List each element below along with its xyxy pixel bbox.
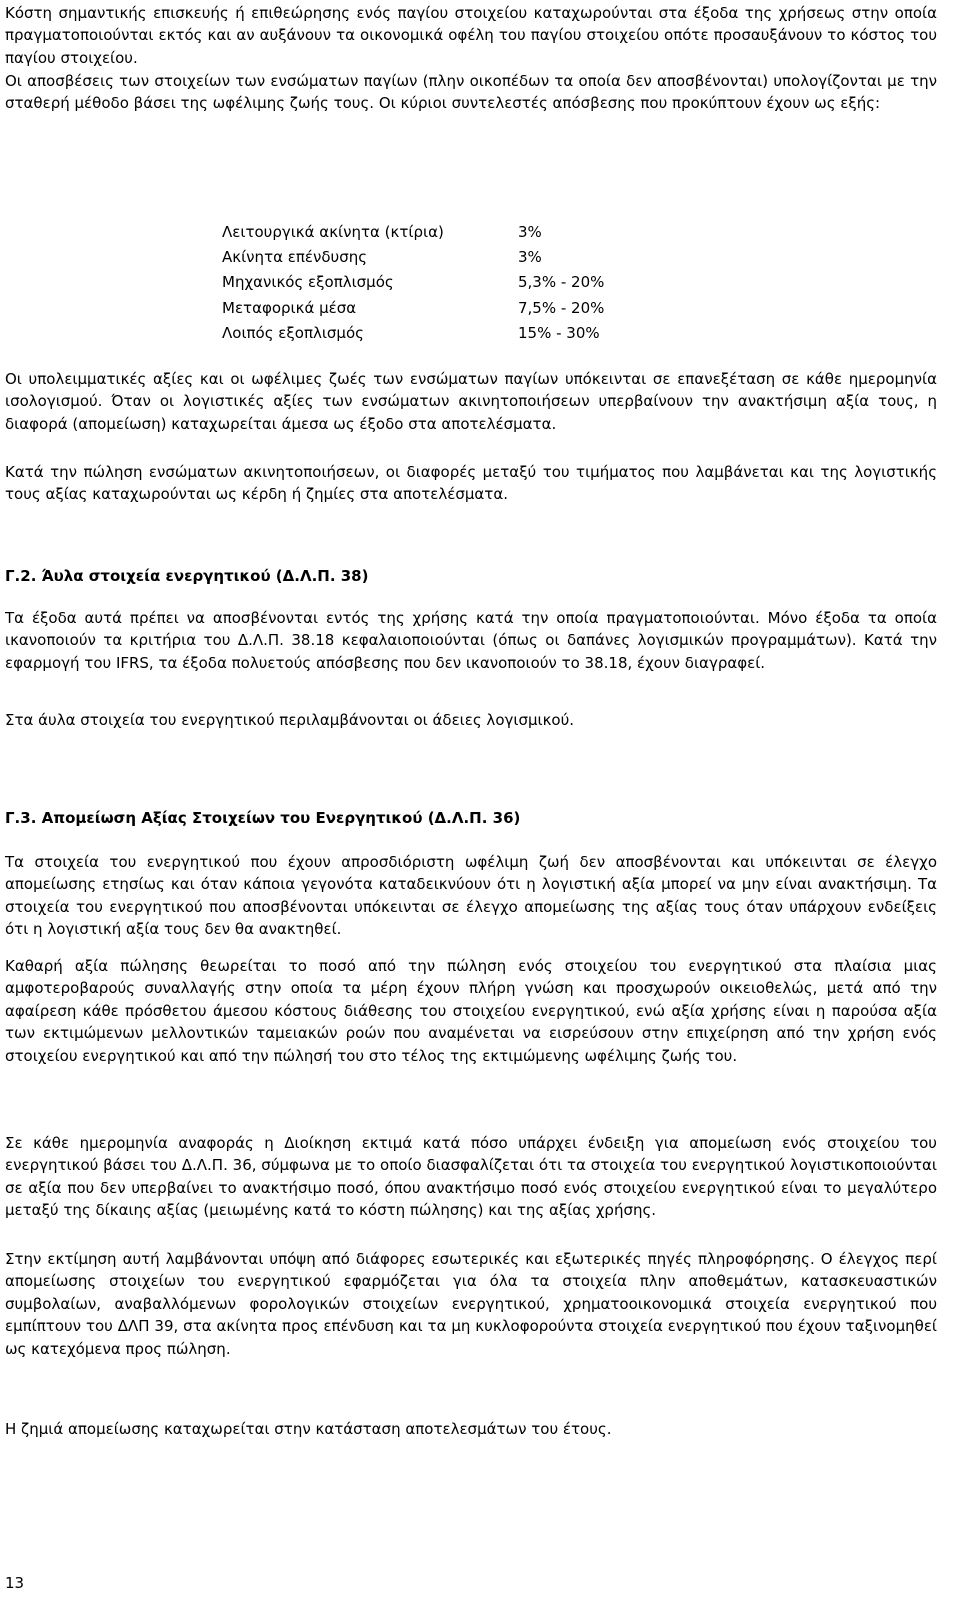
table-row <box>222 270 604 295</box>
asset-rate: 15% - 30% <box>518 324 600 343</box>
asset-name: Λοιπός εξοπλισμός <box>222 324 364 343</box>
paragraph-disposal: Κατά την πώληση ενσώματων ακινητοποιήσεων, οι διαφορές μεταξύ του τιμήματος που λαμβάνεται και της λογιστικής τους αξίας καταχωρούνται ως κέρδη ή ζημίες στα αποτελέσματα. <box>5 463 937 504</box>
asset-name: Μεταφορικά μέσα <box>222 298 357 317</box>
paragraph-net-selling-value: Καθαρή αξία πώλησης θεωρείται το ποσό από την πώληση ενός στοιχείου του ενεργητικού στα πλαίσια μιας αμφοτεροβαρούς συναλλαγής στην οποία τα μέρη έχουν πλήρη γνώση και προσχωρούν οικειοθελώς, μετά από την αφαίρεση κάθε πρόσθετου άμεσου κόστους διάθεσης του στοιχείου ενεργητικού, ενώ αξία χρήσης είναι η παρούσα αξία των εκτιμώμενων μελλοντικών ταμειακών ροών που αναμένεται να εισρεύσουν στην επιχείρηση από την χρήση ενός στοιχείου ενεργητικού και από την πώλησή του στο τέλος της εκτιμώμενης ωφέλιμης ζωής του. <box>5 957 937 1065</box>
asset-name: Ακίνητα επένδυσης <box>222 248 368 267</box>
asset-rate: 3% <box>518 248 542 267</box>
paragraph-software-licenses: Στα άυλα στοιχεία του ενεργητικού περιλαμβάνονται οι άδειες λογισμικού. <box>5 711 575 729</box>
asset-rate: 5,3% - 20% <box>518 273 605 292</box>
section-heading-intangibles: Γ.2. Άυλα στοιχεία ενεργητικού (Δ.Λ.Π. 38) <box>5 567 369 585</box>
paragraph-reporting-date: Σε κάθε ημερομηνία αναφοράς η Διοίκηση εκτιμά κατά πόσο υπάρχει ένδειξη για απομείωση ενός στοιχείου του ενεργητικού βάσει του Δ.Λ.Π. 36, σύμφωνα με το οποίο διασφαλίζεται ότι τα στοιχεία του ενεργητικού λογιστικοποιούνται σε αξία που δεν υπερβαίνει το ανακτήσιμο ποσό, όπου ανακτήσιμο ποσό ενός στοιχείου ενεργητικού είναι το μεγαλύτερο μεταξύ της δίκαιης αξίας (μειωμένης κατά το κόστη πώλησης) και της αξίας χρήσης. <box>5 1134 937 1220</box>
table-row <box>222 295 604 320</box>
paragraph-indefinite-life: Τα στοιχεία του ενεργητικού που έχουν απροσδιόριστη ωφέλιμη ζωή δεν αποσβένονται και υπόκεινται σε έλεγχο απομείωσης ετησίως και όταν κάποια γεγονότα καταδεικνύουν ότι η λογιστική αξία μπορεί να μην είναι ανακτήσιμη. Τα στοιχεία του ενεργητικού που αποσβένονται υπόκεινται σε έλεγχο απομείωσης της αξίας τους όταν υπάρχουν ενδείξεις ότι η λογιστική αξία τους δεν θα ανακτηθεί. <box>5 853 937 939</box>
table-row <box>222 244 604 269</box>
asset-name: Λειτουργικά ακίνητα (κτίρια) <box>222 222 444 241</box>
paragraph-information-sources: Στην εκτίμηση αυτή λαμβάνονται υπόψη από διάφορες εσωτερικές και εξωτερικές πηγές πληροφόρησης. Ο έλεγχος περί απομείωσης στοιχείων του ενεργητικού εφαρμόζεται για όλα τα στοιχεία πλην αποθεμάτων, κατασκευαστικών συμβολαίων, αναβαλλόμενων φορολογικών στοιχείων ενεργητικού, χρηματοοικονομικά στοιχεία ενεργητικού που εμπίπτουν του ΔΛΠ 39, στα ακίνητα προς επένδυση και τα μη κυκλοφορούντα στοιχεία ενεργητικού που έχουν ταξινομηθεί ως κατεχόμενα προς πώληση. <box>5 1250 937 1358</box>
asset-name: Μηχανικός εξοπλισμός <box>222 273 394 292</box>
table-row <box>222 219 604 244</box>
page-number: 13 <box>5 1574 25 1592</box>
asset-rate: 3% <box>518 222 542 241</box>
paragraph-repair-costs: Κόστη σημαντικής επισκευής ή επιθεώρησης ενός παγίου στοιχείου καταχωρούνται στα έξοδα της χρήσεως στην οποία πραγματοποιούνται εκτός και αν αυξάνουν τα οικονομικά οφέλη του παγίου στοιχείου οπότε προσαυξάνουν το κόστος του παγίου στοιχείου. <box>5 4 937 67</box>
paragraph-residual-values: Οι υπολειμματικές αξίες και οι ωφέλιμες ζωές των ενσώματων παγίων υπόκεινται σε επανεξέταση σε κάθε ημερομηνία ισολογισμού. Όταν οι λογιστικές αξίες των ενσώματων ακινητοποιήσεων υπερβαίνουν την ανακτήσιμη αξία τους, η διαφορά (απομείωση) καταχωρείται άμεσα ως έξοδο στα αποτελέσματα. <box>5 370 937 433</box>
depreciation-rates-table <box>222 219 604 346</box>
section-heading-impairment: Γ.3. Απομείωση Αξίας Στοιχείων του Ενεργητικού (Δ.Λ.Π. 36) <box>5 809 521 827</box>
table-row <box>222 321 604 346</box>
paragraph-depreciation-method: Οι αποσβέσεις των στοιχείων των ενσώματων παγίων (πλην οικοπέδων τα οποία δεν αποσβένονται) υπολογίζονται με την σταθερή μέθοδο βάσει της ωφέλιμης ζωής τους. Οι κύριοι συντελεστές απόσβεσης που προκύπτουν έχουν ως εξής: <box>5 72 937 113</box>
paragraph-impairment-loss: Η ζημιά απομείωσης καταχωρείται στην κατάσταση αποτελεσμάτων του έτους. <box>5 1420 612 1438</box>
asset-rate: 7,5% - 20% <box>518 298 605 317</box>
paragraph-intangible-expenses: Τα έξοδα αυτά πρέπει να αποσβένονται εντός της χρήσης κατά την οποία πραγματοποιούνται. Μόνο έξοδα τα οποία ικανοποιούν τα κριτήρια του Δ.Λ.Π. 38.18 κεφαλαιοποιούνται (όπως οι δαπάνες λογισμικών προγραμμάτων). Κατά την εφαρμογή του IFRS, τα έξοδα πολυετούς απόσβεσης που δεν ικανοποιούν το 38.18, έχουν διαγραφεί. <box>5 609 937 672</box>
